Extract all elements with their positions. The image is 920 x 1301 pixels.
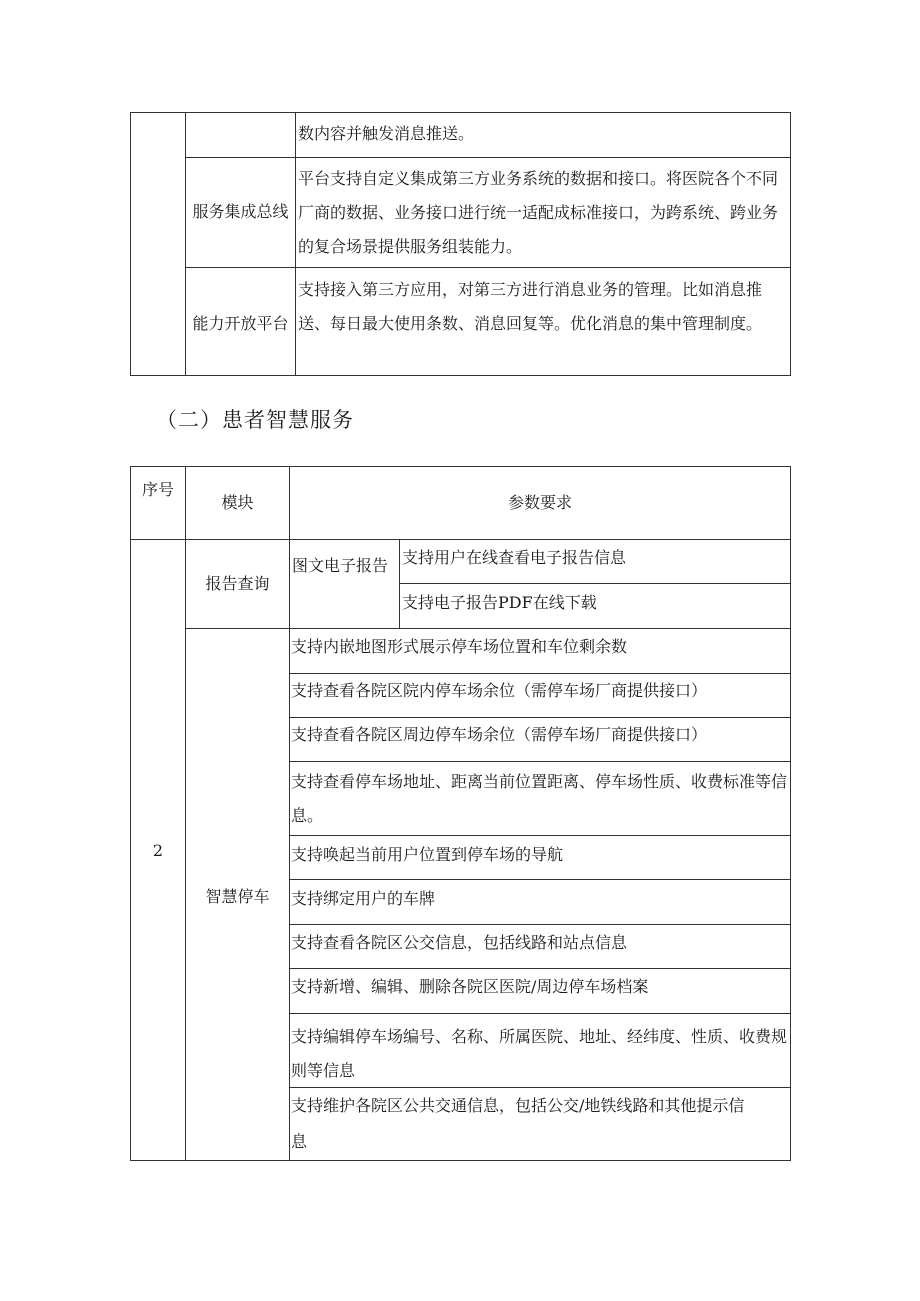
header-params: 参数要求	[507, 493, 572, 512]
parking-item-2: 支持查看各院区院内停车场余位（需停车场厂商提供接口）	[291, 681, 708, 700]
parking-item-10: 支持维护各院区公共交通信息，包括公交/地铁线路和其他提示信息	[291, 1096, 745, 1151]
section-heading: （二）患者智慧服务	[156, 408, 354, 432]
parking-item-4: 支持查看停车场地址、距离当前位置距离、停车场性质、收费标准等信息。	[291, 772, 788, 825]
parking-item-6: 支持绑定用户的车牌	[291, 889, 436, 908]
parking-item-8: 支持新增、编辑、删除各院区医院/周边停车场档案	[291, 977, 649, 996]
table-1-row-2-text: 平台支持自定义集成第三方业务系统的数据和接口。将医院各个不同厂商的数据、业务接口进行统一适配成标准接口，为跨系统、跨业务的复合场景提供服务组装能力。	[298, 169, 779, 256]
table-1-row-3-module: 能力开放平台	[192, 314, 289, 333]
report-module: 报告查询	[205, 574, 270, 593]
header-module: 模块	[221, 493, 254, 512]
header-index: 序号	[141, 480, 174, 499]
parking-item-9: 支持编辑停车场编号、名称、所属医院、地址、经纬度、性质、收费规则等信息	[291, 1027, 788, 1080]
table-1-row-1-text: 数内容并触发消息推送。	[298, 124, 475, 143]
parking-item-7: 支持查看各院区公交信息，包括线路和站点信息	[291, 933, 628, 952]
row-index: 2	[152, 841, 164, 860]
parking-item-5: 支持唤起当前用户位置到停车场的导航	[291, 845, 564, 864]
parking-module: 智慧停车	[205, 887, 270, 906]
report-sub-module: 图文电子报告	[292, 556, 389, 575]
table-1-row-2-module: 服务集成总线	[192, 202, 289, 221]
report-item-2: 支持电子报告PDF在线下载	[402, 593, 597, 612]
report-item-1: 支持用户在线查看电子报告信息	[402, 548, 627, 567]
table-1-row-3-text: 支持接入第三方应用，对第三方进行消息业务的管理。比如消息推送、每日最大使用条数、消息回复等。优化消息的集中管理制度。	[298, 280, 763, 333]
parking-item-3: 支持查看各院区周边停车场余位（需停车场厂商提供接口）	[291, 725, 708, 744]
parking-item-1: 支持内嵌地图形式展示停车场位置和车位剩余数	[291, 637, 628, 656]
